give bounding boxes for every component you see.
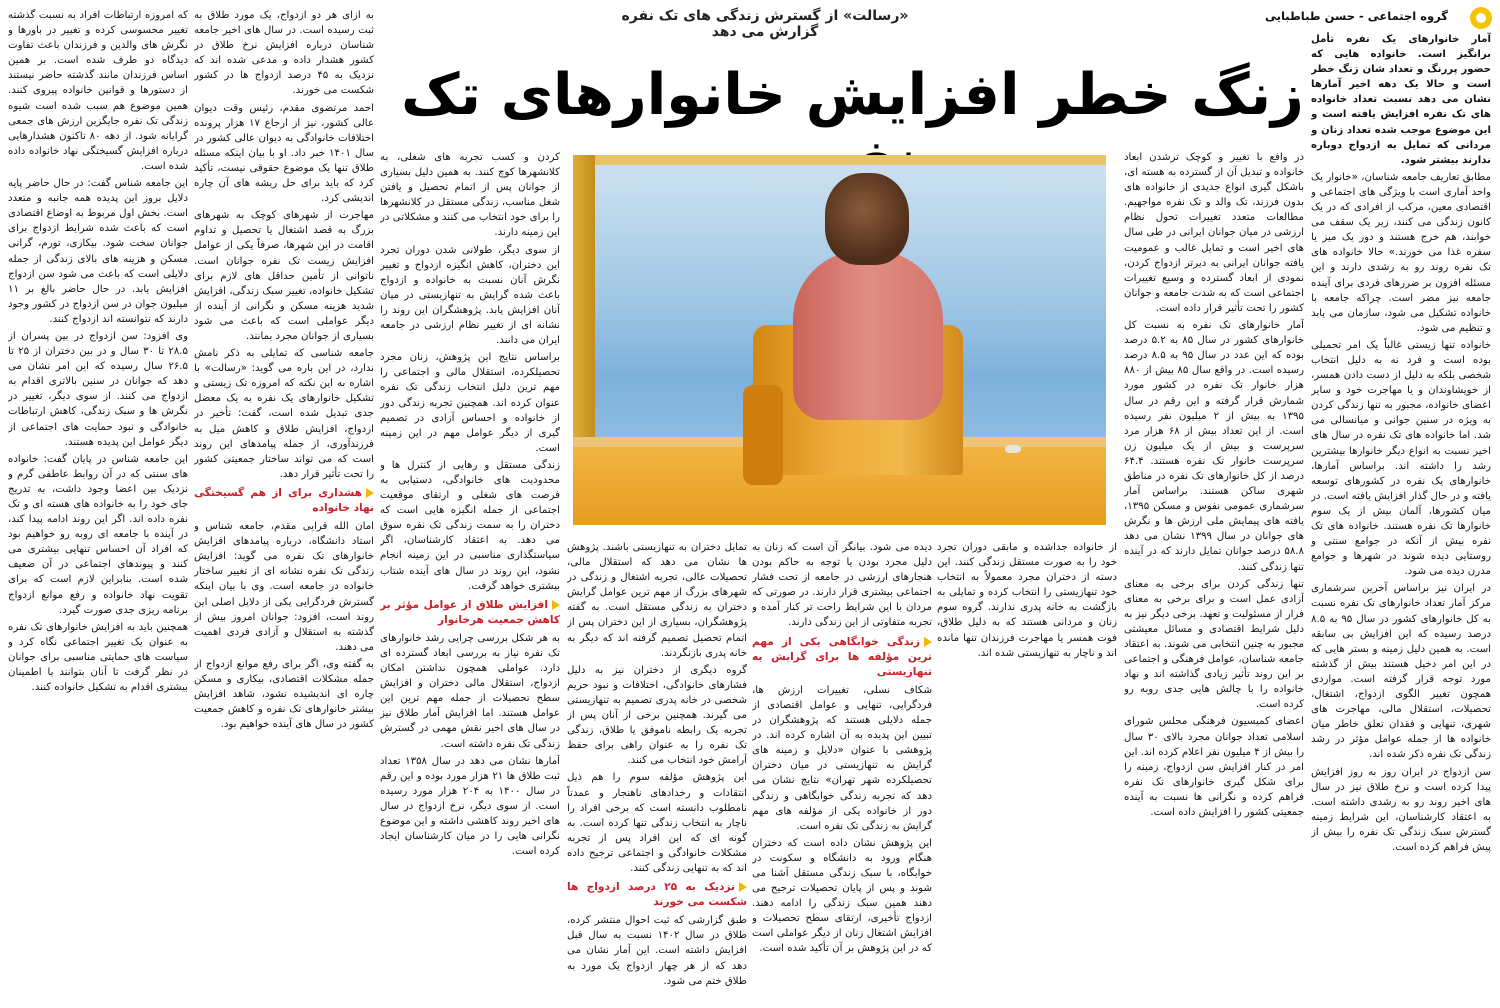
article-column-6 (380, 150, 560, 1002)
paragraph: احمد مرتضوی مقدم، رئیس وقت دیوان عالی کشور، نیز از ارجاع ۱۷ هزار پرونده اختلافات خانوادگی به دیوان عالی کشور در سال ۱۴۰۱ خبر داد. او با بیان اینکه مسئله طلاق تنها یک موضوع حقوقی نیست، تأکید کرد که باید برای حل ریشه های آن چاره اندیشی کرد. (194, 102, 374, 205)
photo-person-head (825, 173, 909, 265)
paragraph: اعضای کمیسیون فرهنگی مجلس شورای اسلامی تعداد جوانان مجرد بالای ۳۰ سال را بیش از ۴ میلیون نفر اعلام کرده اند. این امر در کنار افزایش سن ازدواج، زمینه را برای شکل گیری خانوارهای تک نفره فراهم کرده و نگرانی ها نسبت به آینده جمعیتی کشور را افزایش داده است. (1124, 716, 1304, 819)
intro-paragraph: آمار خانوارهای یک نفره تأمل برانگیز است. خانواده هایی که حضور پررنگ و تعداد شان زنگ خطر است و حالا یک دهه اخیر آمارها نشان می دهد نسبت تعداد خانواده های تک نفره افزایش یافته است و این موضوع موجب شده تعداد زنان و مردانی که تمایل به ازدواج دوباره ندارند بیشتر شود. (1311, 34, 1491, 166)
article-kicker: «رسالت» از گسترش زندگی های تک نفره گزارش می دهد (621, 8, 909, 40)
article-column-3 (937, 540, 1117, 1002)
paragraph: شکاف نسلی، تغییرات ارزش ها، فردگرایی، تنهایی و عوامل اقتصادی از جمله دلایلی هستند که پژوهشگران در تبیین این پدیده به آن اشاره کرده اند. در پژوهشی با عنوان «دلایل و زمینه های گرایش به تنهازیستی در میان دختران تحصیلکرده شهر تهران» نتایج نشان می دهد که تجربه زندگی خوابگاهی و زندگی دور از خانواده یکی از مؤلفه های مهم گرایش به زندگی تک نفره است. (752, 684, 932, 832)
paragraph: وی افزود: سن ازدواج در بین پسران از ۲۸.۵ تا ۳۰ سال و در بین دختران از ۲۵ تا ۲۶.۵ سال رسیده که این امر نشان می دهد که جوانان در سنین بالاتری اقدام به ازدواج می کنند. از سوی دیگر، تغییر در نگرش ها و سبک زندگی، کاهش ارتباطات خانوادگی و نبود حمایت های اجتماعی از دیگر عوامل این پدیده هستند. (8, 330, 188, 448)
article-column-5 (567, 540, 747, 1002)
paragraph: به هر شکل بررسی چرایی رشد خانوارهای تک نفره نیاز به بررسی ابعاد گسترده ای دارد. عواملی همچون نداشتن امکان ازدواج، استقلال مالی دختران و افزایش سطح تحصیلات از جمله مهم ترین این عوامل هستند. اما افزایش آمار طلاق نیز در سال های اخیر نقش مهمی در گسترش زندگی تک نفره داشته است. (380, 632, 560, 750)
photo-person-body (793, 250, 943, 420)
article-column-2 (1124, 150, 1304, 1002)
article-column-8 (8, 8, 188, 1002)
paragraph: همچنین باید به افزایش خانوارهای تک نفره به عنوان یک تغییر اجتماعی نگاه کرد و سیاست های حمایتی مناسبی برای جوانان در نظر گرفت تا آنان بتوانند با اطمینان بیشتری اقدام به تشکیل خانواده کنند. (8, 621, 188, 694)
section-subhead: افزایش طلاق از عوامل مؤثر بر کاهش جمعیت هرخانوار (380, 598, 560, 628)
paragraph: مهاجرت از شهرهای کوچک به شهرهای بزرگ به قصد اشتغال یا تحصیل و تداوم اقامت در این شهرها، صرفاً یکی از عوامل افزایش زیست تک نفره جوانان است. ناتوانی از تأمین حداقل های لازم برای تشکیل خانواده، تغییر سبک زندگی، افزایش شدید هزینه مسکن و نگرانی از آینده از دیگر عواملی است که باعث می شود بسیاری از جوانان مجرد بمانند. (194, 210, 374, 342)
article-headline: زنگ خطر افزایش خانوارهای تک (401, 62, 1304, 128)
paragraph: که امروزه ارتباطات افراد به نسبت گذشته تغییر محسوسی کرده و تغییر در باورها و نگرش های والدین و فرزندان باعث تفاوت دیدگاه دو طرف شده است. بر همین اساس فرزندان مانند گذشته حاضر نیستند از دستورها و قوانین خانواده پیروی کنند. همین موضوع هم سبب شده است شیوه زندگی تک نفره جایگزین ارزش های جمعی گرایانه شود. از دهه ۸۰ تاکنون هشدارهایی درباره افزایش گسیختگی نهاد خانواده داده شده است. (8, 10, 188, 172)
paragraph: این جامعه شناس گفت: در حال حاضر پایه دلایل بروز این پدیده همه جانبه و متعدد است. بخش اول مربوط به اوضاع اقتصادی است که باعث شده شرایط ازدواج برای جوانان سخت شود. بیکاری، تورم، گرانی مسکن و هزینه های بالای زندگی از جمله دلایلی است که باعث می شود سن ازدواج افزایش یابد. در حال حاضر بالغ بر ۱۱ میلیون جوان در سن ازدواج در کشور وجود دارند که نتوانسته اند ازدواج کنند. (8, 178, 188, 325)
paragraph: کردن و کسب تجربه های شغلی، به کلانشهرها کوچ کنند. به همین دلیل بسیاری از جوانان پس از اتمام تحصیل و یافتن شغل مناسب، زندگی مستقل در کلانشهرها را برای خود انتخاب می کنند و مشکلاتی در این زمینه دارند. (380, 152, 560, 239)
paragraph: آمارها نشان می دهد در سال ۱۳۵۸ تعداد ثبت طلاق ها ۲۱ هزار مورد بوده و این رقم در سال ۱۴۰۰ به ۲۰۴ هزار مورد رسیده است. از سوی دیگر، نرخ ازدواج در سال های اخیر روند کاهشی داشته و این موضوع نگرانی هایی را در میان کارشناسان ایجاد کرده است. (380, 755, 560, 858)
paragraph: گروه دیگری از دختران نیز به دلیل فشارهای خانوادگی، اختلافات و نبود حریم شخصی در خانه پدری تصمیم به تنهازیستی می گیرند. همچنین برخی از آنان پس از تجربه یک رابطه ناموفق یا طلاق، زندگی تک نفره را به عنوان راهی برای حفظ آرامش خود انتخاب می کنند. (567, 664, 747, 767)
photo-cup (1005, 445, 1021, 453)
paragraph: زندگی مستقل و رهایی از کنترل ها و محدودیت های خانوادگی، دستیابی به فرصت های شغلی و ارتقای موقعیت اجتماعی از جمله انگیزه هایی است که دختران را به سمت زندگی تک نفره سوق می دهد. به اعتقاد کارشناسان، اگر سیاستگذاری مناسبی در این زمینه انجام نشود، این روند در سال های آینده شتاب بیشتری خواهد گرفت. (380, 459, 560, 592)
section-subhead: نزدیک به ۲۵ درصد ازدواج ها شکست می خورند (567, 880, 747, 910)
paragraph: مطابق تعاریف جامعه شناسان، «خانوار یک واحد آماری است با ویژگی های اجتماعی و اقتصادی معین، مرکب از افرادی که در یک کانون زندگی می کنند، زیر یک سقف می خوابند، هم خرج هستند و دور یک میز یا سفره غذا می خورند.» حالا خانواده های تک نفره روند رو به رشدی دارند و این مسئله افزون بر ضررهای فردی برای آینده جامعه نیز مضر است. چراکه جامعه با خانواده تشکیل می شود، سازمان می یابد و تنظیم می شود. (1311, 171, 1491, 334)
paragraph: سن ازدواج در ایران روز به روز افزایش پیدا کرده است و نرخ طلاق نیز در سال های اخیر روند رو به رشدی داشته است. به اعتقاد کارشناسان، این شرایط زمینه گسترش سبک زندگی تک نفره را بیش از پیش فراهم کرده است. (1311, 766, 1491, 853)
paragraph: خانواده تنها زیستی غالباً یک امر تحمیلی بوده است و فرد نه به دلیل انتخاب شخصی بلکه به دلیل از دست دادن همسر، از خویشاوندان و یا مهاجرت خود و سایر اعضای خانواده، مجبور به تنها زندگی کردن به ویژه در سنین جوانی و میانسالی می شد. اما خانواده های تک نفره در سال های اخیر نسبت به انواع دیگر خانوارها بیشترین رشد را داشته اند. براساس آمارها، خانوارهای یک نفره در کشورهای توسعه یافته و در حال گذار افزایش یافته است. در میان کشورها، آلمان بیش از یک سوم خانوارها تک نفره هستند. خانواده های تک نفره بیش از آنکه در جوامع سنتی و روستایی دیده شوند در شهرها و جوامع مدرن دیده می شود. (1311, 339, 1491, 578)
paragraph: جامعه شناسی که تمایلی به ذکر نامش ندارد، در این باره می گوید: «رسالت» با اشاره به این نکته که امروزه تک زیستی و تشکیل خانوارهای یک نفره به یک معضل جدی تبدیل شده است، گفت: تأخیر در ازدواج، افزایش طلاق و کاهش میل به فرزندآوری، از جمله پیامدهای این روند است که می تواند ساختار جمعیتی کشور را تحت تأثیر قرار دهد. (194, 348, 374, 480)
article-column-7 (194, 8, 374, 1002)
paragraph: تمایل دختران به تنهازیستی باشند. پژوهش ها نشان می دهد که استقلال مالی، تحصیلات عالی، تجربه اشتغال و زندگی در شهرهای بزرگ از مهم ترین عوامل گرایش دختران به زندگی مستقل است. به گفته پژوهشگران، بسیاری از این دختران پس از اتمام تحصیل تصمیم گرفته اند که دیگر به خانه پدری بازنگردند. (567, 542, 747, 659)
paragraph: این پژوهش نشان داده است که دختران هنگام ورود به دانشگاه و سکونت در خوابگاه، با سبک زندگی مستقل آشنا می شوند و پس از پایان تحصیلات ترجیح می دهند همین سبک زندگی را ادامه دهند. ازدواج تأخیری، ارتقای سطح تحصیلات و افزایش اشتغال زنان از دیگر عواملی است که در این پژوهش بر آن تأکید شده است. (752, 837, 932, 955)
paragraph: از سوی دیگر، طولانی شدن دوران تجرد این دختران، کاهش انگیزه ازدواج و تغییر نگرش آنان نسبت به خانواده و ازدواج باعث شده گرایش به تنهازیستی در میان آنان افزایش یابد. پژوهشگران این روند را نشانه ای از تغییر نظام ارزشی در جامعه ایران می دانند. (380, 244, 560, 347)
paragraph: از خانواده جداشده و مابقی دوران تجرد خود را به صورت مستقل زندگی کنند. این دسته از دختران مجرد معمولاً به انتخاب خود تنهازیستی را انتخاب کرده و تمایلی به بازگشت به خانه پدری ندارند. گروه سوم زنان و مردانی هستند که به دلیل طلاق، فوت همسر یا مهاجرت فرزندان تنها مانده اند و ناچار به تنهازیستی شده اند. (937, 542, 1117, 659)
article-column-1 (1311, 32, 1491, 1002)
paragraph: به گفته وی، اگر برای رفع موانع ازدواج از جمله مشکلات اقتصادی، بیکاری و مسکن چاره ای اندیشیده نشود، شاهد افزایش بیشتر خانوارهای تک نفره و کاهش جمعیت کشور در سال های آینده خواهیم بود. (194, 658, 374, 731)
article-photo (573, 155, 1106, 525)
paragraph: در ایران نیز براساس آخرین سرشماری مرکز آمار تعداد خانوارهای تک نفره نسبت به کل خانوارهای کشور در سال ۹۵ به ۸.۵ درصد رسیده که این افزایش بی سابقه است. به همین دلیل زمینه و بستر هایی که در این امر دخیل هستند بیش از گذشته مورد توجه قرار گرفته است. مواردی همچون تغییر الگوی ازدواج، اشتغال، تحصیلات، استقلال مالی، مهاجرت های شهری، تنهایی و فقدان تعلق خاطر میان خانواده ها از جمله عوامل مؤثر در رشد زندگی تک نفره ذکر شده اند. (1311, 583, 1491, 761)
photo-chair-arm (743, 385, 783, 485)
paragraph: به ازای هر دو ازدواج، یک مورد طلاق به ثبت رسیده است. در سال های اخیر جامعه شناسان درباره افزایش نرخ طلاق در کشور هشدار داده و مدعی شده اند که نزدیک به ۴۵ درصد ازدواج ها در کشور شکست می خورند. (194, 10, 374, 97)
paragraph: دیده می شود. بیانگر آن است که زنان به دلیل مجرد بودن یا توجه به حاکم بودن هنجارهای ارزشی در جامعه از تحت فشار اجتماعی بیشتری قرار دارند. در صورتی که مردان با این شرایط راحت تر کنار آمده و تجربه متفاوتی از این زندگی دارند. (752, 542, 932, 629)
photo-window-frame-top (573, 155, 1106, 165)
paragraph: این جامعه شناس در پایان گفت: خانواده های سنتی که در آن روابط عاطفی گرم و نزدیک بین اعضا وجود داشت، به تدریج جای خود را به خانواده های هسته ای و تک نفره داده اند. اگر این روند ادامه پیدا کند، در آینده با جامعه ای روبه رو خواهیم بود که افراد آن احساس تنهایی بیشتری می کنند و پیوندهای اجتماعی در آن ضعیف شده است. بنابراین لازم است که برای تقویت نهاد خانواده و رفع موانع ازدواج برنامه ریزی جدی صورت گیرد. (8, 453, 188, 616)
paragraph: در وافع با تغییر و کوچک ترشدن ابعاد خانواده و تبدیل آن از گسترده به هسته ای، باشکل گیری انواع جدیدی از خانواده های بدون فرزند، تک والد و تک نفره مواجهیم. مطالعات متعدد تغییرات تحول نظام ارزشی در میان جوانان ایرانی در طی سال های اخیر است و تمایل غالب و عمومیت یافته جوانان ایرانی به دیرتر ازدواج کردن، نمودی از ابعاد گسترده و وسیع تغییرات اجتماعی است که به شدت جامعه و جوانان کشور را تحت تأثیر قرار داده است. (1124, 152, 1304, 314)
paragraph: طبق گزارشی که ثبت احوال منتشر کرده، طلاق در سال ۱۴۰۲ نسبت به سال قبل افزایش داشته است. این آمار نشان می دهد که از هر چهار ازدواج یک مورد به طلاق ختم می شود. (567, 915, 747, 987)
paragraph: امان الله قرایی مقدم، جامعه شناس و استاد دانشگاه، درباره پیامدهای افزایش خانوارهای تک نفره می گوید: افزایش زندگی تک نفره نشانه ای از تغییر ساختار خانواده در جامعه است. وی با بیان اینکه گسترش فردگرایی یکی از دلایل اصلی این روند است، افزود: جوانان امروز بیش از گذشته به استقلال و آزادی فردی اهمیت می دهند. (194, 521, 374, 653)
article-column-4 (752, 540, 932, 1002)
paragraph: براساس نتایج این پژوهش، زنان مجرد تحصیلکرده، استقلال مالی و اجتماعی را مهم ترین دلیل انتخاب زندگی تک نفره عنوان کرده اند. همچنین تجربه زندگی دور از خانواده و احساس آزادی در تصمیم گیری از دیگر عوامل مهم در این زمینه است. (380, 352, 560, 454)
section-subhead: هشداری برای از هم گسیختگی نهاد خانواده (194, 486, 374, 516)
paragraph: تنها زندگی کردن برای برخی به معنای آزادی عمل است و برای برخی به معنای فرار از مسئولیت و تعهد. برخی دیگر نیز به دلیل شرایط اقتصادی و مسائل معیشتی مجبور به چنین انتخابی می شوند. به اعتقاد جامعه شناسان، عوامل فرهنگی و اجتماعی بر این روند تأثیر زیادی گذاشته اند و نهاد خانواده را با چالش هایی جدی روبه رو کرده است. (1124, 578, 1304, 711)
paragraph: این پژوهش مؤلفه سوم را هم ذیل انتقادات و رخدادهای ناهنجار و عمدتاً نامطلوب دانسته است که برخی افراد را ناچار به انتخاب زندگی تنها کرده است. به گونه ای که این افراد پس از تجربه مشکلات خانوادگی و اجتماعی ترجیح داده اند که به تنهایی زندگی کنند. (567, 772, 747, 874)
newspaper-logo-icon (1470, 7, 1492, 29)
section-subhead: زندگی خوابگاهی یکی از مهم ترین مؤلفه ها برای گرایش به تنهازیستی (752, 635, 932, 680)
author-byline: گروه اجتماعی - حسن طباطبایی (1265, 9, 1448, 23)
paragraph: آمار خانوارهای تک نفره به نسبت کل خانوارهای کشور در سال ۸۵ به ۵.۲ درصد بوده که این عدد در سال ۹۵ به ۸.۵ درصد رسیده است. در واقع سال ۸۵ بیش از ۸۸۰ هزار خانوار تک نفره در کشور مورد شمارش قرار گرفته و این رقم در سال ۱۳۹۵ به بیش از ۲ میلیون نفر رسیده است. از این تعداد بیش از ۶۸ هزار مرد سرپرست و بیش از یک میلیون زن سرپرست خانوار تک نفره هستند. ۶۴.۴ درصد از کل خانوارهای تک نفره در مناطق شهری ساکن هستند. براساس آمار سرشماری عمومی نفوس و مسکن ۱۳۹۵، یافته های پیمایش ملی ارزش ها و نگرش های جوانان در سال ۱۳۹۹ نشان می دهد ۵۸.۸ درصد جوانان تمایل دارند که در آینده تنها زندگی کنند. (1124, 320, 1304, 573)
